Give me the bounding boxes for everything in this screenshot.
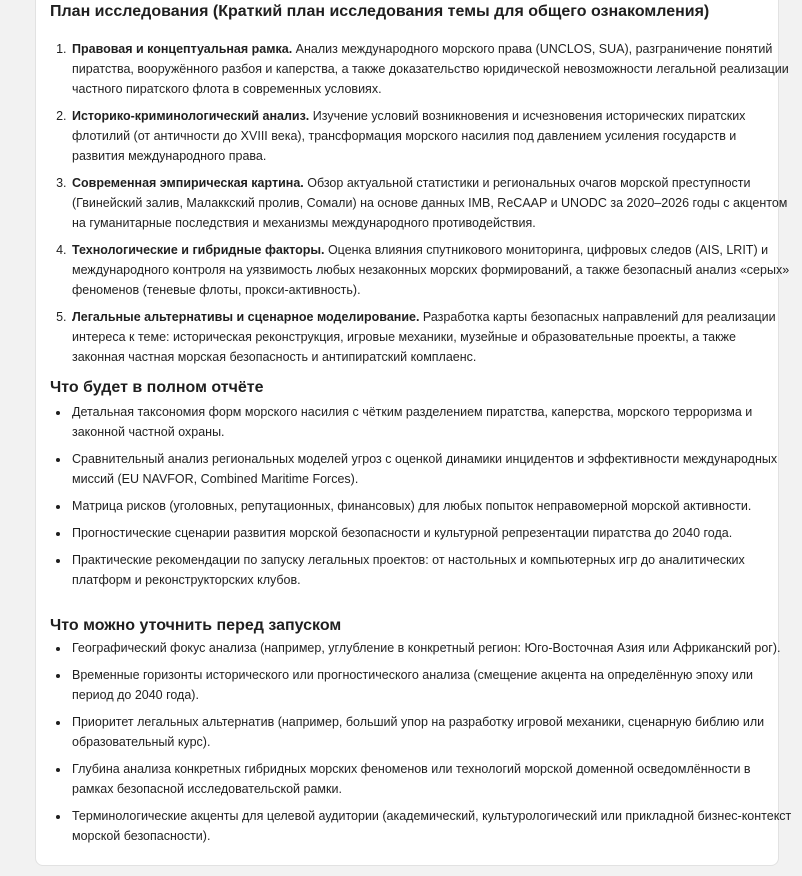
plan-item-text: Обзор актуальной статистики и региональных очагов морской преступности (Гвинейский залив, Малаккский пролив, Сомали) на основе данных IMB, ReCAAP и UNODC за 2020–2026 годы с акцентом на гуманитарные последствия и механизмы международного противодействия. [72,176,788,230]
plan-item-title: Легальные альтернативы и сценарное моделирование. [72,310,420,324]
plan-item [70,173,790,233]
report-heading: Что будет в полном отчёте [50,379,264,396]
plan-item [70,307,790,367]
plan-item-text: Анализ международного морского права (UNCLOS, SUA), разграничение понятий пиратства, вооружённого разбоя и каперства, а также доказательство юридической невозможности легальной реализации частного пиратского флота в современных условиях. [72,42,789,96]
plan-item [70,240,790,300]
plan-item-title: Историко-криминологический анализ. [72,109,310,123]
clarify-heading: Что можно уточнить перед запуском [50,617,342,634]
plan-item [70,106,790,166]
plan-item [70,39,790,99]
plan-item-text: Разработка карты безопасных направлений для реализации интереса к теме: историческая реконструкция, игровые механики, музейные и образовательные проекты, а также законная частная морская безопасность и антипиратский комплаенс. [72,310,776,364]
plan-item-title: Современная эмпирическая картина. [72,176,304,190]
list-item: • Глубина анализа конкретных гибридных морских феноменов или технологий морской доменной осведомлённости в рамках безопасной исследовательской рамки. [70,759,792,799]
plan-item-title: Правовая и концептуальная рамка. [72,42,293,56]
plan-list [50,39,790,374]
list-item: • Географический фокус анализа (например, углубление в конкретный регион: Юго-Восточная Азия или Африканский рог). [70,638,792,658]
list-item: • Приоритет легальных альтернатив (например, больший упор на разработку игровой механики, сценарную библию или образовательный курс). [70,712,792,752]
list-item: • Детальная таксономия форм морского насилия с чётким разделением пиратства, каперства, морского терроризма и законной частной охраны. [70,402,792,442]
list-item: • Прогностические сценарии развития морской безопасности и культурной репрезентации пиратства до 2040 года. [70,523,792,543]
plan-item-text: Оценка влияния спутникового мониторинга, цифровых следов (AIS, LRIT) и международного контроля на уязвимость любых незаконных морских формирований, а также безопасный анализ «серых» феноменов (теневые флоты, прокси-активность). [72,243,790,297]
report-list [50,402,792,597]
list-item: • Практические рекомендации по запуску легальных проектов: от настольных и компьютерных игр до аналитических платформ и реконструкторских клубов. [70,550,792,590]
plan-item-title: Технологические и гибридные факторы. [72,243,325,257]
list-item: • Матрица рисков (уголовных, репутационных, финансовых) для любых попыток неправомерной морской активности. [70,496,792,516]
research-plan-card [35,0,792,866]
plan-item-text: Изучение условий возникновения и исчезновения исторических пиратских флотилий (от античности до XVIII века), трансформация морского насилия под давлением усиления государств и развития международного права. [72,109,746,163]
list-item: • Временные горизонты исторического или прогностического анализа (смещение акцента на определённую эпоху или период до 2040 года). [70,665,792,705]
clarify-list [50,638,792,853]
plan-heading: План исследования (Краткий план исследования темы для общего ознакомления) [50,3,710,20]
list-item: • Сравнительный анализ региональных моделей угроз с оценкой динамики инцидентов и эффективности международных миссий (EU NAVFOR, Combined Maritime Forces). [70,449,792,489]
list-item: • Терминологические акценты для целевой аудитории (академический, культурологический или прикладной бизнес-контекст морской безопасности). [70,806,792,846]
